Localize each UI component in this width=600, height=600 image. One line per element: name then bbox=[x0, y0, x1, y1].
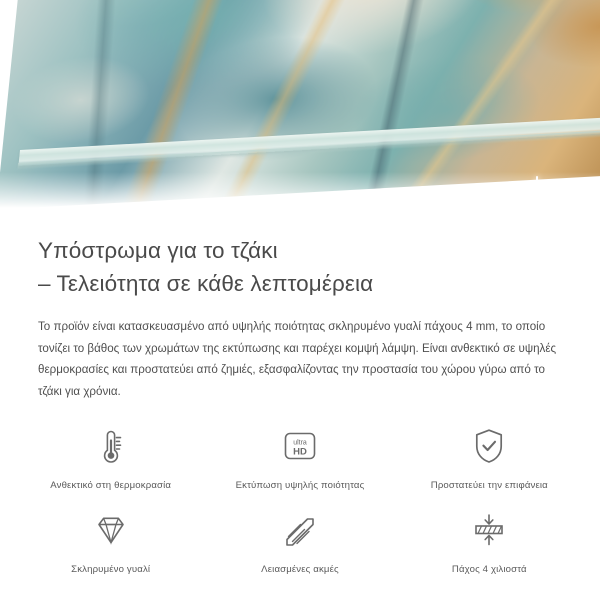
hero-image bbox=[0, 0, 600, 218]
polished-edges-icon bbox=[278, 508, 322, 552]
feature-item-thickness bbox=[395, 508, 584, 576]
content-block bbox=[0, 218, 600, 402]
page-title-line-1: Υπόστρωμα για το τζάκι bbox=[38, 238, 278, 263]
shield-check-icon bbox=[467, 424, 511, 468]
feature-item-polished-edges bbox=[205, 508, 394, 576]
feature-label: Προστατεύει την επιφάνεια bbox=[430, 480, 548, 491]
feature-grid bbox=[0, 424, 600, 576]
feature-label: Ανθεκτικό στη θερμοκρασία bbox=[50, 480, 172, 491]
svg-text:HD: HD bbox=[293, 446, 307, 458]
feature-label: Πάχος 4 χιλιοστά bbox=[451, 564, 527, 575]
svg-text:ultra: ultra bbox=[293, 439, 307, 447]
thickness-icon bbox=[467, 508, 511, 552]
page-title-line-2: – Τελειότητα σε κάθε λεπτομέρεια bbox=[38, 271, 374, 296]
feature-item-temperature bbox=[16, 424, 205, 492]
hero-canvas bbox=[0, 0, 600, 218]
page-title bbox=[38, 234, 562, 300]
thermometer-icon bbox=[89, 424, 133, 468]
product-description: Το προϊόν είναι κατασκευασμένο από υψηλής ποιότητας σκληρυμένο γυαλί πάχους 4 mm, το οποίο τονίζει το βάθος των χρωμάτων της εκτύπωσης και παρέχει κομψή λάμψη. Είναι ανθεκτικό σε υψηλές θερμοκρασίες και προστατεύει από ζημιές, εξασφαλίζοντας την προστασία του χώρου γύρω από το τζάκι για χρόνια. bbox=[38, 320, 557, 398]
feature-item-print-quality bbox=[205, 424, 394, 492]
feature-item-tempered-glass bbox=[16, 508, 205, 576]
feature-item-surface-protection bbox=[395, 424, 584, 492]
hero-fade-overlay bbox=[0, 172, 600, 218]
feature-label: Σκληρυμένο γυαλί bbox=[71, 564, 151, 575]
ultra-hd-icon bbox=[278, 424, 322, 468]
feature-label: Εκτύπωση υψηλής ποιότητας bbox=[235, 480, 365, 491]
diamond-icon bbox=[89, 508, 133, 552]
feature-label: Λειασμένες ακμές bbox=[261, 564, 339, 575]
